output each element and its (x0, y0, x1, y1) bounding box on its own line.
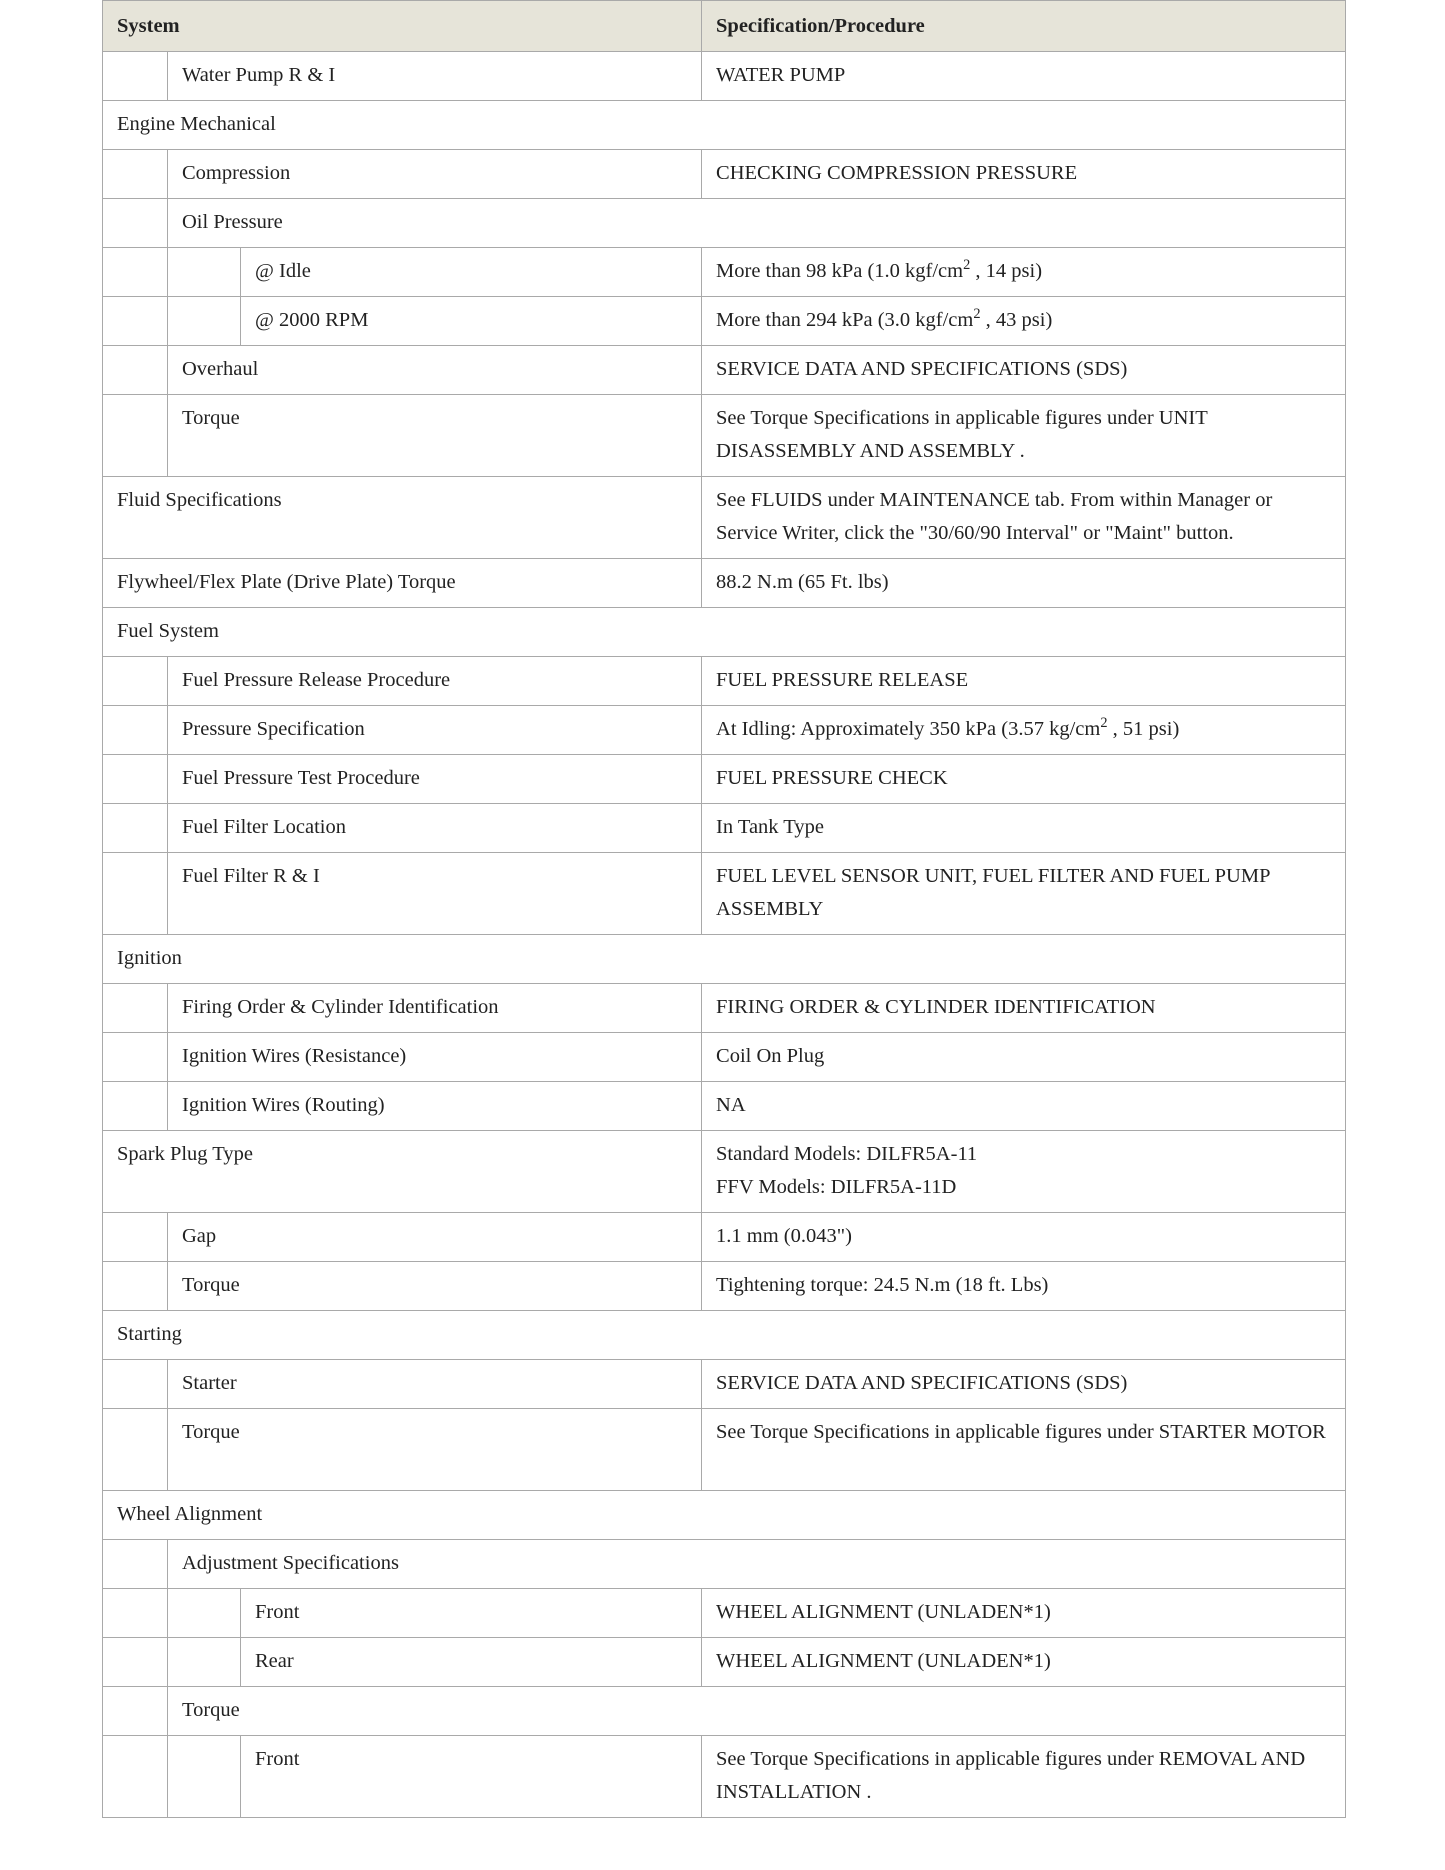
specifications-table (102, 0, 1346, 1818)
row-spec: WHEEL ALIGNMENT (UNLADEN*1) (702, 1589, 1346, 1638)
table-row (103, 1360, 1346, 1409)
table-row (103, 52, 1346, 101)
indent-cell (103, 395, 168, 477)
indent-cell (103, 804, 168, 853)
row-label: Flywheel/Flex Plate (Drive Plate) Torque (103, 559, 702, 608)
indent-cell (103, 297, 168, 346)
row-label: Spark Plug Type (103, 1131, 702, 1213)
table-row (103, 1736, 1346, 1818)
row-label: Ignition Wires (Resistance) (168, 1033, 702, 1082)
table-row (103, 297, 1346, 346)
table-row (103, 1033, 1346, 1082)
section-label: Engine Mechanical (103, 101, 1346, 150)
row-label: Gap (168, 1213, 702, 1262)
row-spec: SERVICE DATA AND SPECIFICATIONS (SDS) (702, 1360, 1346, 1409)
section-row (103, 1491, 1346, 1540)
section-row (103, 101, 1346, 150)
row-label: Front (241, 1589, 702, 1638)
row-label: Torque (168, 1409, 702, 1491)
indent-cell (103, 1540, 168, 1589)
row-spec: FUEL PRESSURE CHECK (702, 755, 1346, 804)
subsection-label: Torque (168, 1687, 1346, 1736)
section-label: Wheel Alignment (103, 1491, 1346, 1540)
row-spec: FUEL LEVEL SENSOR UNIT, FUEL FILTER AND FUEL PUMP ASSEMBLY (702, 853, 1346, 935)
table-row (103, 1262, 1346, 1311)
spec-column-header: Specification/Procedure (702, 1, 1346, 52)
indent-cell (103, 248, 168, 297)
subsection-row (103, 1687, 1346, 1736)
system-column-header: System (103, 1, 702, 52)
indent-cell (103, 984, 168, 1033)
table-row (103, 984, 1346, 1033)
table-row (103, 150, 1346, 199)
indent-cell (103, 1262, 168, 1311)
section-label: Fuel System (103, 608, 1346, 657)
table-row (103, 248, 1346, 297)
row-label: Pressure Specification (168, 706, 702, 755)
subsection-label: Oil Pressure (168, 199, 1346, 248)
row-spec: 1.1 mm (0.043") (702, 1213, 1346, 1262)
table-row (103, 706, 1346, 755)
indent-cell (103, 1589, 168, 1638)
row-spec: NA (702, 1082, 1346, 1131)
row-spec: Tightening torque: 24.5 N.m (18 ft. Lbs) (702, 1262, 1346, 1311)
row-label: Torque (168, 395, 702, 477)
row-spec: SERVICE DATA AND SPECIFICATIONS (SDS) (702, 346, 1346, 395)
section-row (103, 935, 1346, 984)
row-spec: CHECKING COMPRESSION PRESSURE (702, 150, 1346, 199)
row-spec: FUEL PRESSURE RELEASE (702, 657, 1346, 706)
row-spec: Coil On Plug (702, 1033, 1346, 1082)
row-spec: WHEEL ALIGNMENT (UNLADEN*1) (702, 1638, 1346, 1687)
spec-line: FFV Models: DILFR5A-11D (716, 1176, 957, 1198)
table-row (103, 1131, 1346, 1213)
section-label: Ignition (103, 935, 1346, 984)
indent-cell (103, 706, 168, 755)
section-label: Starting (103, 1311, 1346, 1360)
row-label: @ Idle (241, 248, 702, 297)
row-label: Compression (168, 150, 702, 199)
indent-cell (103, 1736, 168, 1818)
indent-cell (103, 853, 168, 935)
row-label: Torque (168, 1262, 702, 1311)
indent-cell (103, 1213, 168, 1262)
table-row (103, 1638, 1346, 1687)
subsection-row (103, 199, 1346, 248)
indent-cell (103, 199, 168, 248)
row-label: Front (241, 1736, 702, 1818)
table-row (103, 853, 1346, 935)
row-label: Fuel Filter Location (168, 804, 702, 853)
table-row (103, 804, 1346, 853)
indent-cell (168, 1589, 241, 1638)
row-spec (702, 1131, 1346, 1213)
indent-cell (103, 1360, 168, 1409)
indent-cell (103, 1687, 168, 1736)
row-label: Fluid Specifications (103, 477, 702, 559)
section-row (103, 608, 1346, 657)
table-row (103, 1589, 1346, 1638)
table-row (103, 1409, 1346, 1491)
row-label: Water Pump R & I (168, 52, 702, 101)
row-spec: 88.2 N.m (65 Ft. lbs) (702, 559, 1346, 608)
table-row (103, 477, 1346, 559)
indent-cell (168, 248, 241, 297)
table-row (103, 755, 1346, 804)
row-spec: At Idling: Approximately 350 kPa (3.57 $kg/cm^2$ , 51 psi) (702, 706, 1346, 755)
indent-cell (103, 657, 168, 706)
indent-cell (168, 297, 241, 346)
table-header-row (103, 1, 1346, 52)
row-label: Firing Order & Cylinder Identification (168, 984, 702, 1033)
row-label: Starter (168, 1360, 702, 1409)
indent-cell (103, 150, 168, 199)
row-spec: In Tank Type (702, 804, 1346, 853)
indent-cell (103, 52, 168, 101)
table-row (103, 395, 1346, 477)
row-spec: More than 98 kPa (1.0 kgf/$cm^2$ , 14 psi) (702, 248, 1346, 297)
table-row (103, 1082, 1346, 1131)
indent-cell (168, 1638, 241, 1687)
row-spec: See Torque Specifications in applicable figures under REMOVAL AND INSTALLATION . (702, 1736, 1346, 1818)
row-spec: More than 294 kPa (3.0 kgf/$cm^2$ , 43 psi) (702, 297, 1346, 346)
indent-cell (103, 346, 168, 395)
row-label: Fuel Pressure Release Procedure (168, 657, 702, 706)
row-label: Overhaul (168, 346, 702, 395)
table-row (103, 1213, 1346, 1262)
spec-line: Standard Models: DILFR5A-11 (716, 1143, 978, 1165)
row-spec: See FLUIDS under MAINTENANCE tab. From within Manager or Service Writer, click the "30/60/90 Interval" or "Maint" button. (702, 477, 1346, 559)
table-row (103, 657, 1346, 706)
row-label: @ 2000 RPM (241, 297, 702, 346)
row-spec: FIRING ORDER & CYLINDER IDENTIFICATION (702, 984, 1346, 1033)
indent-cell (103, 1082, 168, 1131)
row-spec: See Torque Specifications in applicable figures under STARTER MOTOR (702, 1409, 1346, 1491)
indent-cell (103, 755, 168, 804)
row-spec: See Torque Specifications in applicable figures under UNIT DISASSEMBLY AND ASSEMBLY . (702, 395, 1346, 477)
row-label: Ignition Wires (Routing) (168, 1082, 702, 1131)
section-row (103, 1311, 1346, 1360)
subsection-row (103, 1540, 1346, 1589)
row-label: Fuel Pressure Test Procedure (168, 755, 702, 804)
indent-cell (168, 1736, 241, 1818)
table-row (103, 346, 1346, 395)
subsection-label: Adjustment Specifications (168, 1540, 1346, 1589)
indent-cell (103, 1033, 168, 1082)
table-row (103, 559, 1346, 608)
row-label: Fuel Filter R & I (168, 853, 702, 935)
indent-cell (103, 1638, 168, 1687)
indent-cell (103, 1409, 168, 1491)
row-label: Rear (241, 1638, 702, 1687)
row-spec: WATER PUMP (702, 52, 1346, 101)
